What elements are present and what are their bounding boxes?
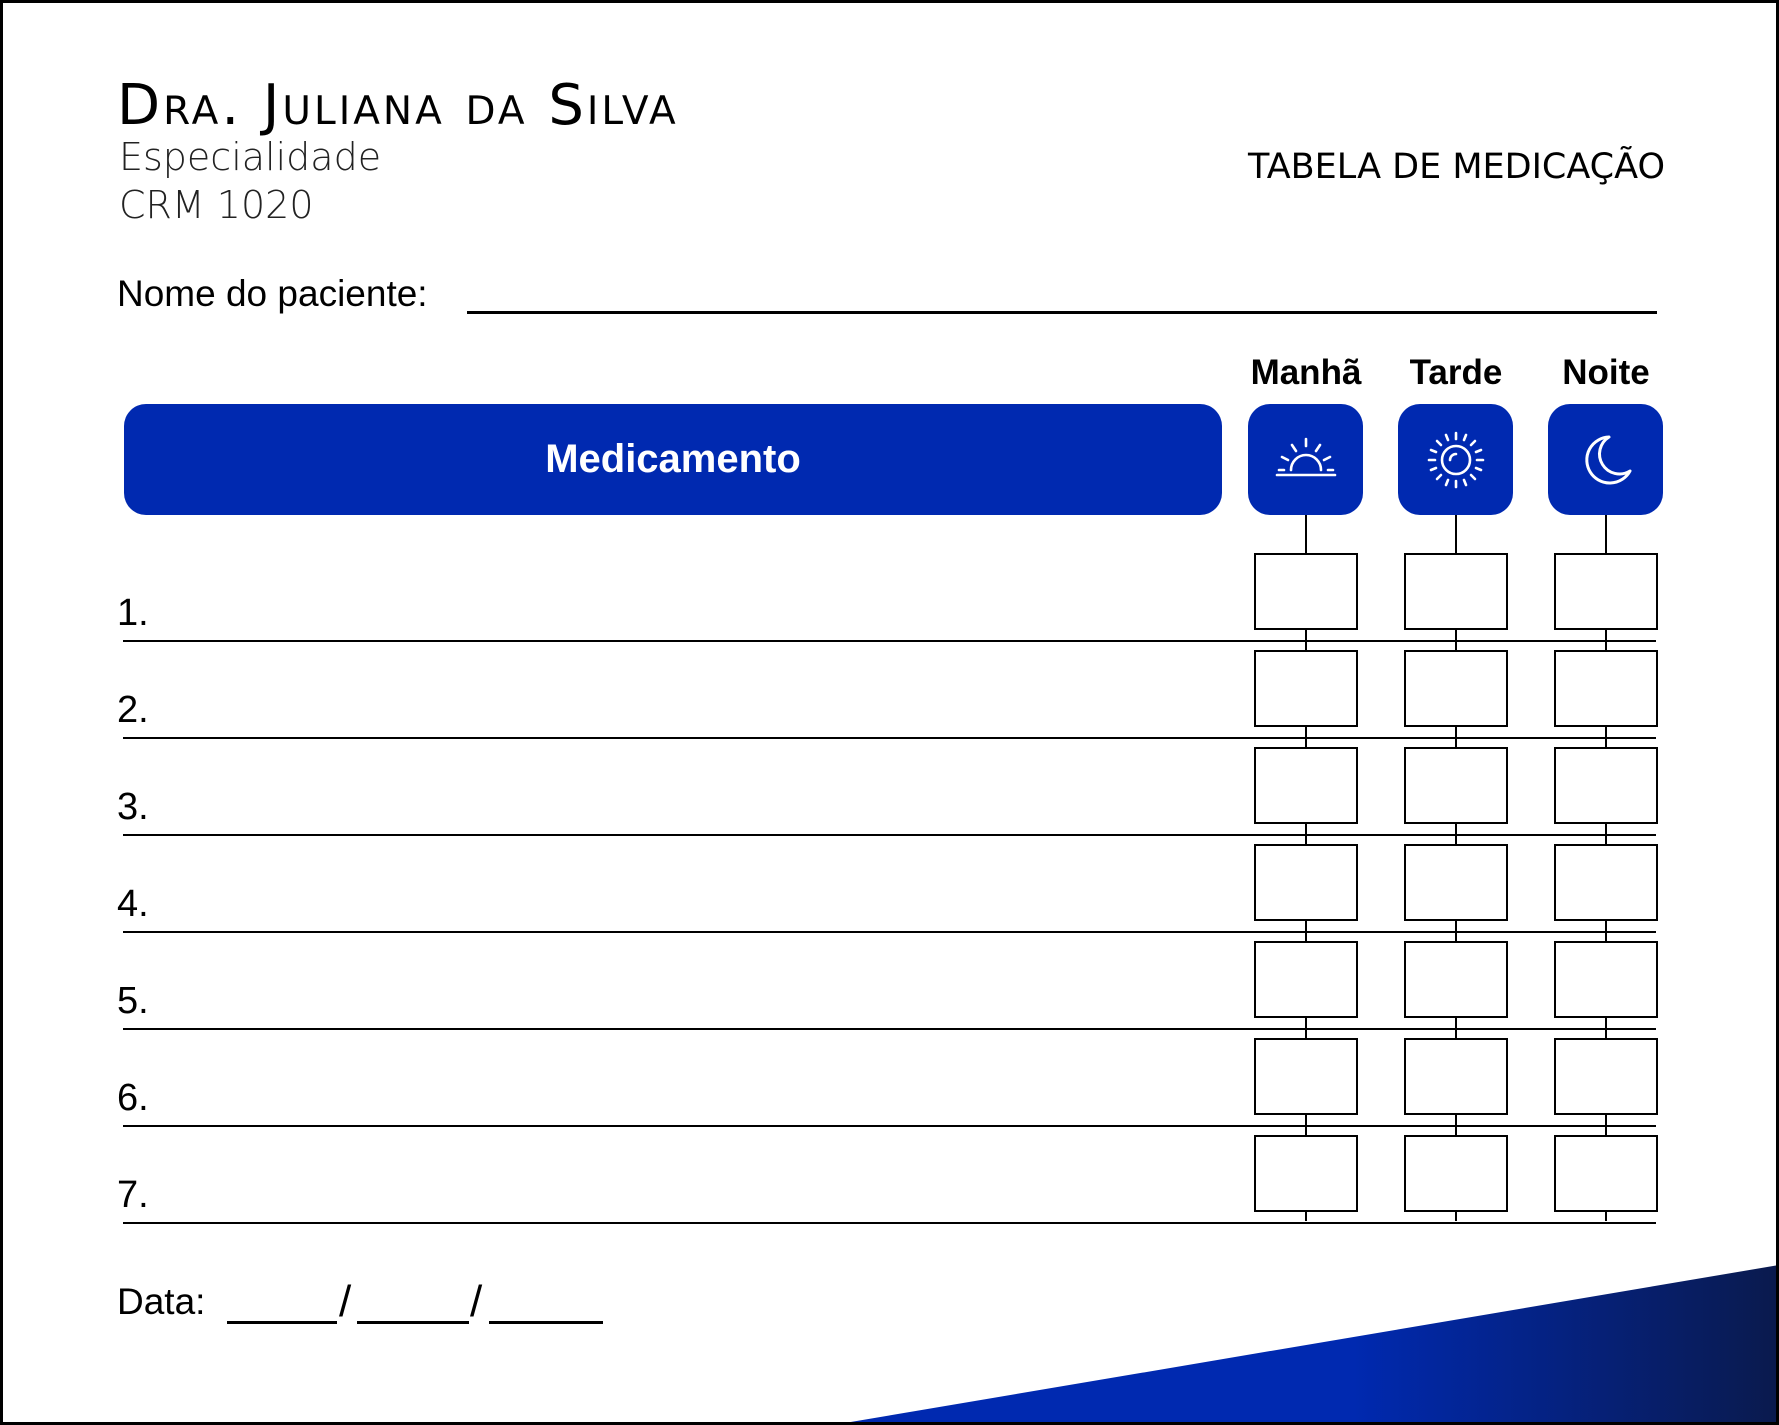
date-day-field[interactable]: [227, 1321, 337, 1324]
medication-name-field[interactable]: [123, 834, 1656, 836]
checkbox-night[interactable]: [1554, 650, 1658, 727]
date-label: Data:: [117, 1281, 206, 1322]
checkbox-afternoon[interactable]: [1404, 941, 1508, 1018]
checkbox-afternoon[interactable]: [1404, 553, 1508, 630]
medication-header: [124, 404, 1222, 515]
sun-icon: [1421, 425, 1491, 495]
night-tile: [1548, 404, 1663, 515]
date-separator: /: [470, 1277, 483, 1326]
checkbox-afternoon[interactable]: [1404, 747, 1508, 824]
row-number: 4.: [117, 883, 149, 925]
row-number: 1.: [117, 592, 149, 634]
checkbox-night[interactable]: [1554, 1135, 1658, 1212]
moon-icon: [1571, 425, 1641, 495]
medication-name-field[interactable]: [123, 931, 1656, 933]
row-number: 5.: [117, 980, 149, 1022]
doctor-crm: CRM 1020: [119, 183, 314, 227]
checkbox-morning[interactable]: [1254, 1038, 1358, 1115]
medication-name-field[interactable]: [123, 737, 1656, 739]
checkbox-afternoon[interactable]: [1404, 1038, 1508, 1115]
medication-name-field[interactable]: [123, 1028, 1656, 1030]
sunrise-icon: [1271, 425, 1341, 495]
checkbox-night[interactable]: [1554, 844, 1658, 921]
checkbox-night[interactable]: [1554, 747, 1658, 824]
doctor-name: Dra. Juliana da Silva: [117, 73, 679, 138]
checkbox-morning[interactable]: [1254, 941, 1358, 1018]
date-year-field[interactable]: [489, 1321, 603, 1324]
checkbox-night[interactable]: [1554, 1038, 1658, 1115]
morning-tile: [1248, 404, 1363, 515]
patient-name-label: Nome do paciente:: [117, 273, 428, 314]
checkbox-morning[interactable]: [1254, 1135, 1358, 1212]
afternoon-tile: [1398, 404, 1513, 515]
medication-header-label: Medicamento: [545, 437, 801, 481]
row-number: 3.: [117, 786, 149, 828]
doctor-specialty: Especialidade: [119, 135, 382, 179]
checkbox-morning[interactable]: [1254, 553, 1358, 630]
row-number: 6.: [117, 1077, 149, 1119]
document-title: TABELA DE MEDICAÇÃO: [1248, 147, 1665, 187]
checkbox-morning[interactable]: [1254, 650, 1358, 727]
date-separator: /: [339, 1277, 352, 1326]
patient-name-field[interactable]: [467, 311, 1657, 314]
checkbox-afternoon[interactable]: [1404, 844, 1508, 921]
medication-name-field[interactable]: [123, 1222, 1656, 1224]
column-header-night: Noite: [1562, 353, 1650, 392]
row-number: 7.: [117, 1174, 149, 1216]
checkbox-night[interactable]: [1554, 941, 1658, 1018]
checkbox-night[interactable]: [1554, 553, 1658, 630]
column-header-afternoon: Tarde: [1409, 353, 1503, 392]
checkbox-afternoon[interactable]: [1404, 650, 1508, 727]
date-month-field[interactable]: [357, 1321, 469, 1324]
medication-name-field[interactable]: [123, 1125, 1656, 1127]
medication-name-field[interactable]: [123, 640, 1656, 642]
column-header-morning: Manhã: [1250, 353, 1362, 392]
checkbox-morning[interactable]: [1254, 844, 1358, 921]
checkbox-morning[interactable]: [1254, 747, 1358, 824]
row-number: 2.: [117, 689, 149, 731]
checkbox-afternoon[interactable]: [1404, 1135, 1508, 1212]
